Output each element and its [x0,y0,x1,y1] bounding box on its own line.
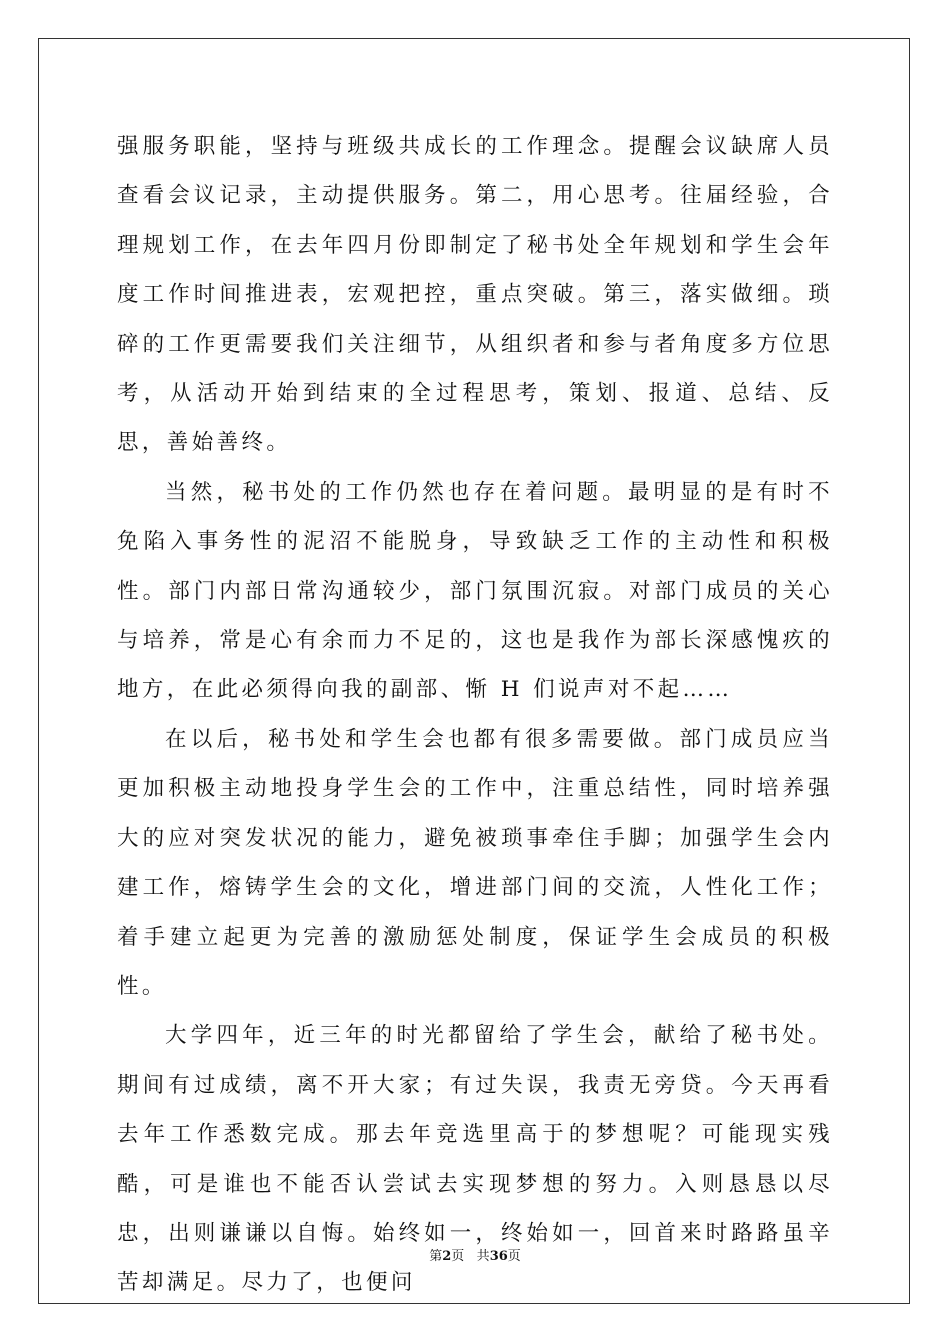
paragraph-2 [117,468,833,715]
text-line: 悉数完成。那去年竞选里高于的梦想呢？可能现实残酷，可是谁也不 [117,1122,833,1197]
text-line: 我的副部、惭 H 们说声对不起…… [341,677,733,703]
text-line: 入事务性的泥沼不能脱身，导致缺乏工作的主动性和积极性。部门内 [117,529,833,604]
text-line: 当然，秘书处的工作仍然也存在着问题。最明显的是有时不免陷 [117,479,833,555]
total-suffix: 页 [507,1249,521,1264]
text-line: 们关注细节，从组织者和参与者角度多方位思考，从活动开始到结束 [117,331,833,407]
text-line: 善的激励惩处制度，保证学生会成员的积极性。 [117,924,834,999]
text-line: 强服务职能，坚持与班级共成长的工作理念。提醒会议缺席人员查看 [117,134,833,209]
page-footer [0,1248,950,1266]
text-line: 大学四年，近三年的时光都留给了学生会，献给了秘书处。期间 [117,1023,833,1098]
text-line: 能否认尝试去实现梦想的努力。入则恳恳以尽忠，出则谦谦以自悔。 [117,1171,833,1246]
paragraph-3 [117,715,833,1011]
text-line: 始终如一，终始如一，回首来时路路虽辛苦却满足。尽力了，也便问 [117,1220,833,1296]
text-line: 部日常沟通较少，部门氛围沉寂。对部门成员的关心与培养，常是心 [117,578,833,654]
text-line: 有余而力不足的，这也是我作为部长深感愧疚的地方，在此必须得向 [117,628,833,703]
text-line: 突发状况的能力，避免被琐事牵住手脚；加强学生会内建工作，熔铸 [117,825,833,901]
page-suffix: 页 [451,1249,465,1264]
text-line: 有过成绩，离不开大家；有过失误，我责无旁贷。今天再看去年工作 [117,1072,833,1148]
page-prefix: 第 [429,1249,443,1264]
text-line: 积极主动地投身学生会的工作中，注重总结性，同时培养强大的应对 [117,776,833,851]
document-body [117,122,833,1308]
text-line: 在以后，秘书处和学生会也都有很多需要做。部门成员应当更加 [117,726,833,802]
page-number: 2 [442,1249,452,1264]
text-line: 的全过程思考，策划、报道、总结、反思，善始善终。 [117,381,833,456]
paragraph-1 [117,122,833,468]
text-line: 会议记录，主动提供服务。第二，用心思考。往届经验，合理规划工 [117,183,833,258]
text-line: 进表，宏观把控，重点突破。第三，落实做细。琐碎的工作更需要我 [117,282,833,357]
text-line: 作，在去年四月份即制定了秘书处全年规划和学生会年度工作时间推 [117,232,833,308]
total-pages: 36 [489,1249,508,1264]
text-line: 学生会的文化，增进部门间的交流，人性化工作；着手建立起更为完 [117,875,833,950]
total-prefix: 共 [476,1249,490,1264]
